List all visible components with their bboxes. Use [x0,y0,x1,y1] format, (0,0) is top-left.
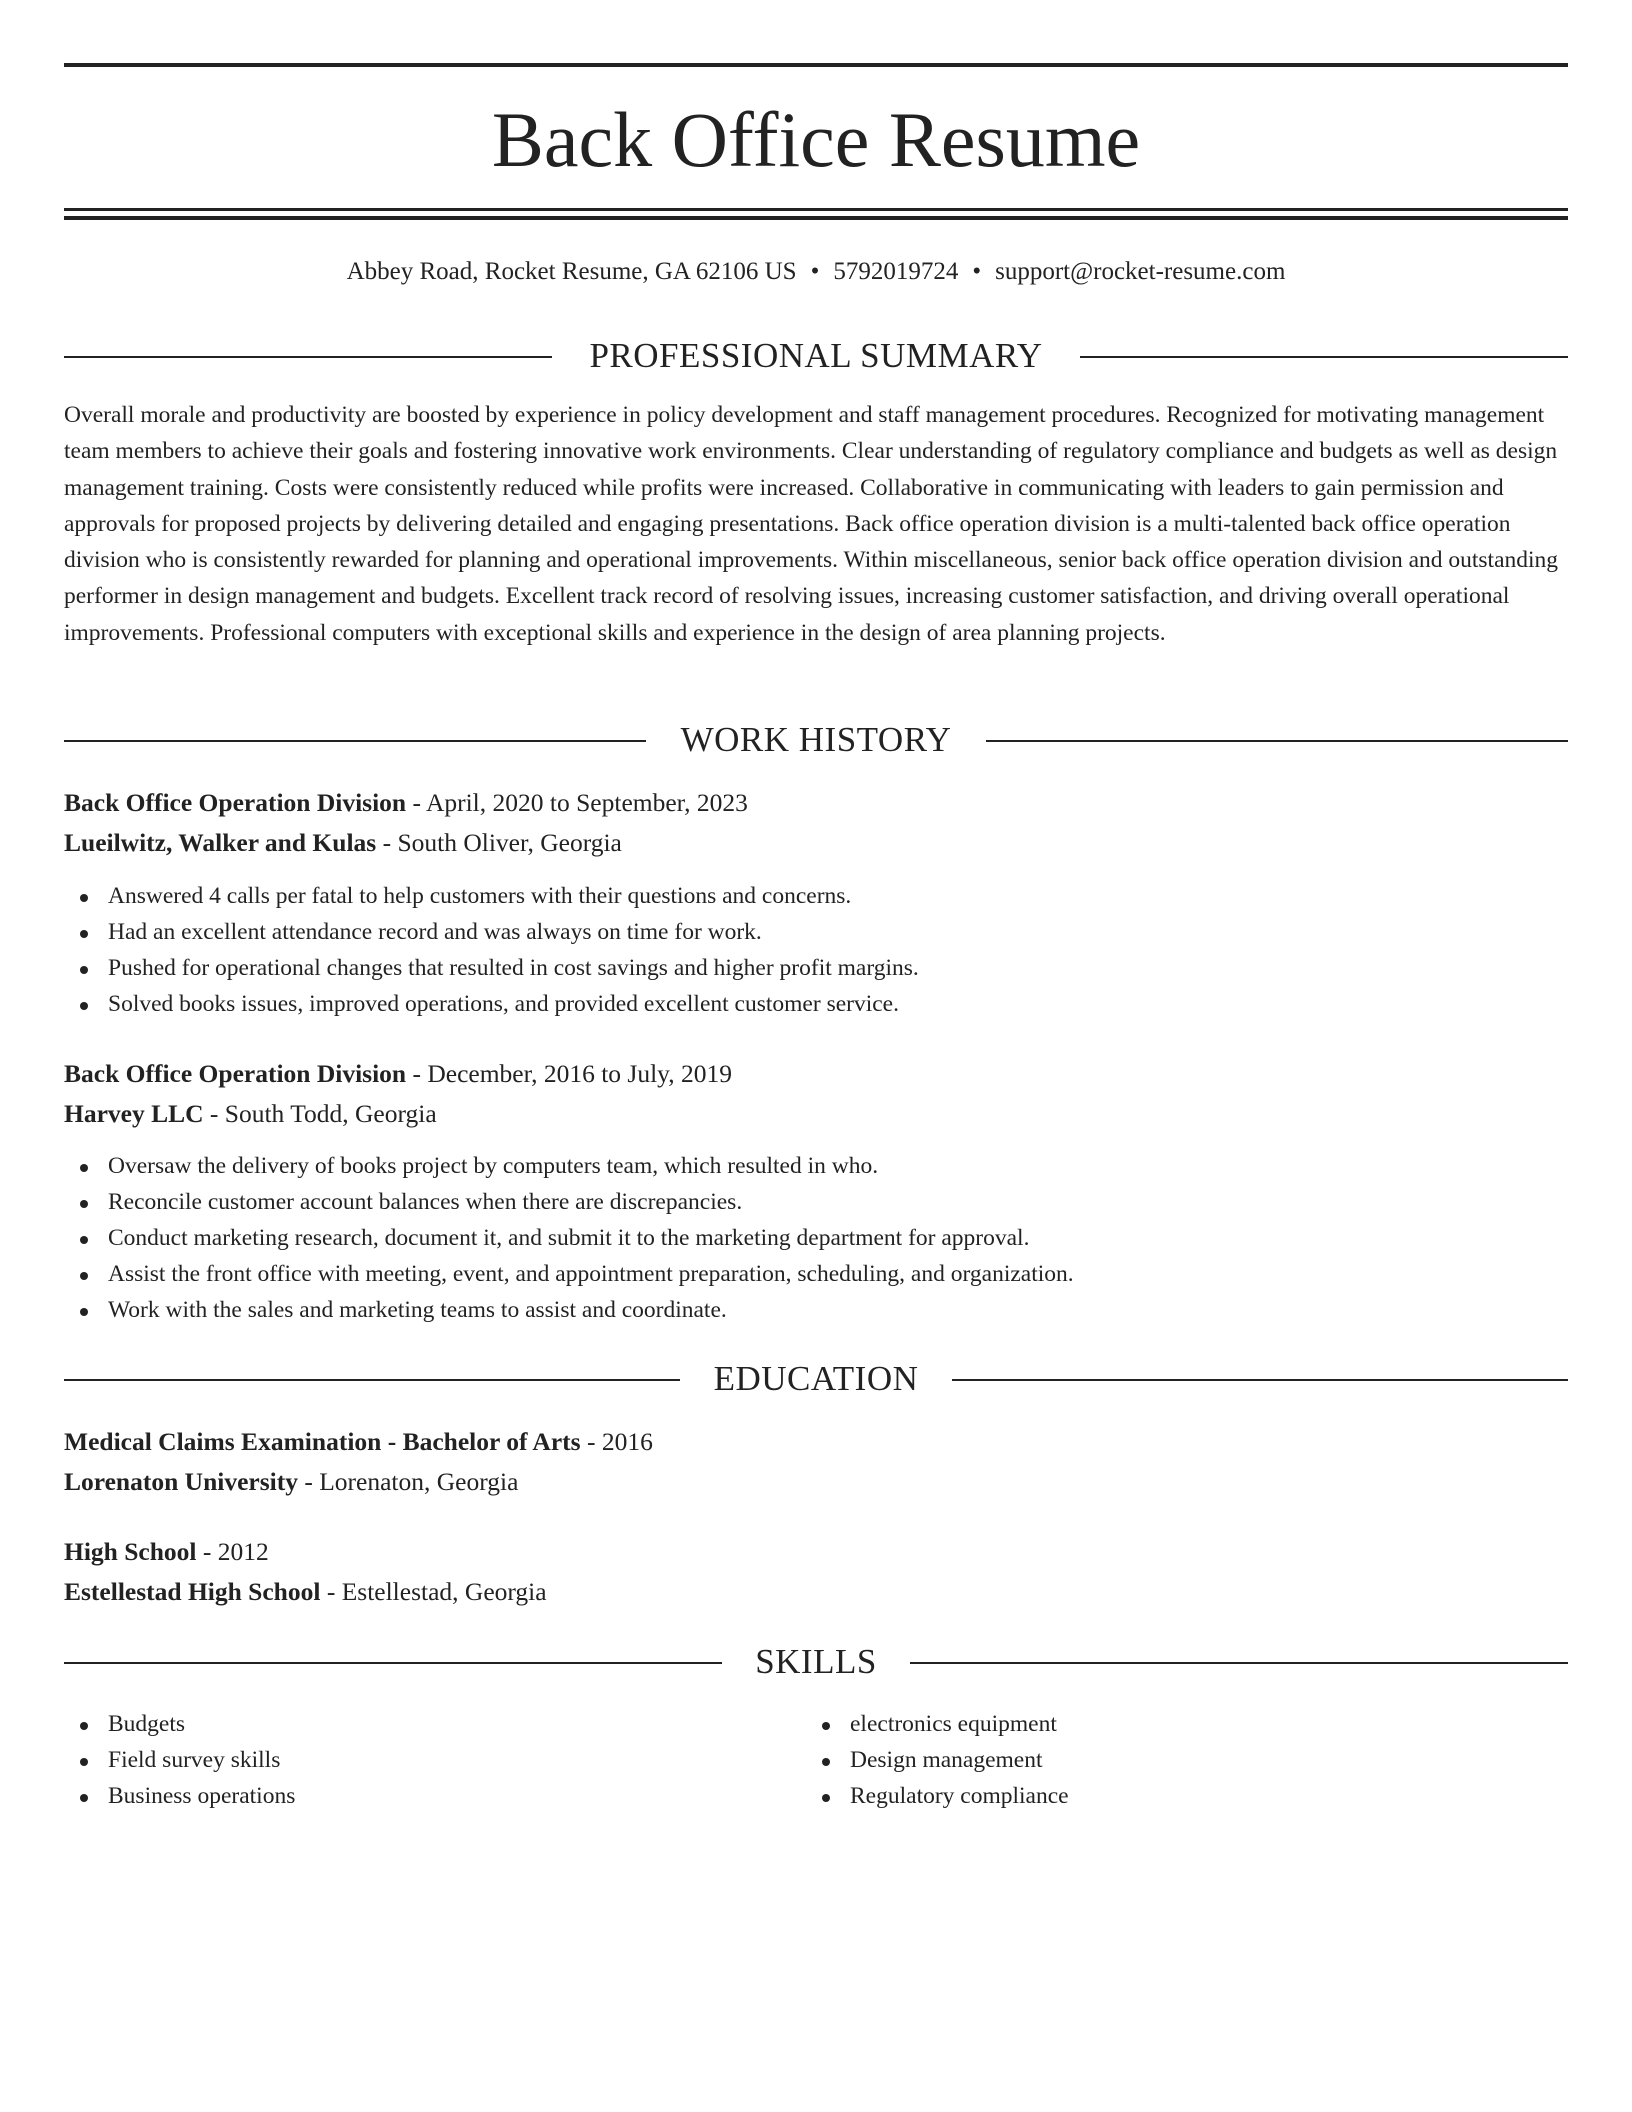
job-company-line [64,826,622,860]
job-title-line [64,1057,732,1091]
school-line [64,1575,547,1609]
skills-list-left [64,1706,295,1814]
degree-year: - 2012 [196,1537,269,1566]
list-item: Solved books issues, improved operations, and provided excellent customer service. [64,986,919,1022]
job-dates: - April, 2020 to September, 2023 [406,788,748,817]
skill-item: Field survey skills [64,1742,295,1778]
skill-item: Business operations [64,1778,295,1814]
list-item: Had an excellent attendance record and was always on time for work. [64,914,919,950]
degree-title: High School [64,1537,197,1566]
job-company-line [64,1097,437,1131]
school-name: Estellestad High School [64,1577,321,1606]
section-title: WORK HISTORY [680,720,952,759]
section-heading-work-history [64,718,1568,762]
section-title: PROFESSIONAL SUMMARY [589,336,1043,375]
top-rule [64,63,1568,67]
job-location: - South Todd, Georgia [203,1099,437,1128]
degree-line [64,1535,269,1569]
school-line [64,1465,518,1499]
list-item: Oversaw the delivery of books project by computers team, which resulted in who. [64,1148,1074,1184]
job-dates: - December, 2016 to July, 2019 [406,1059,733,1088]
contact-phone: 5792019724 [833,258,959,285]
contact-email: support@rocket-resume.com [995,258,1286,285]
list-item: Pushed for operational changes that resulted in cost savings and higher profit margins. [64,950,919,986]
summary-paragraph: Overall morale and productivity are boosted by experience in policy development and staff management procedures. Recognized for motivating management team members to achieve their goals and fostering innovative work environments. Clear understanding of regulatory compliance and budgets as well as design management training. Costs were consistently reduced while profits were increased. Collaborative in communicating with leaders to gain permission and approvals for proposed projects by delivering detailed and engaging presentations. Back office operation division is a multi-talented back office operation division who is consistently rewarded for planning and operational improvements. Within miscellaneous, senior back office operation division and outstanding performer in design management and budgets. Excellent track record of resolving issues, increasing customer satisfaction, and driving overall operational improvements. Professional computers with exceptional skills and experience in the design of area planning projects. [64,402,1559,646]
resume-title: Back Office Resume [491,96,1141,183]
list-item: Reconcile customer account balances when there are discrepancies. [64,1184,1074,1220]
section-title: EDUCATION [713,1359,919,1398]
title-double-rule [64,208,1568,220]
skill-item: Design management [806,1742,1069,1778]
contact-separator: • [810,258,820,285]
job-company: Lueilwitz, Walker and Kulas [64,828,377,857]
list-item: Work with the sales and marketing teams to assist and coordinate. [64,1292,1074,1328]
section-heading-education [64,1357,1568,1401]
job-location: - South Oliver, Georgia [376,828,622,857]
contact-address: Abbey Road, Rocket Resume, GA 62106 US [346,258,797,285]
contact-separator: • [972,258,982,285]
list-item: Answered 4 calls per fatal to help customers with their questions and concerns. [64,878,919,914]
school-name: Lorenaton University [64,1467,298,1496]
skill-item: Budgets [64,1706,295,1742]
school-location: - Lorenaton, Georgia [297,1467,519,1496]
job-bullet-list [64,878,919,1022]
section-title: SKILLS [755,1642,877,1681]
degree-year: - 2016 [580,1427,653,1456]
list-item: Assist the front office with meeting, event, and appointment preparation, scheduling, and organization. [64,1256,1074,1292]
contact-line [64,255,1568,289]
school-location: - Estellestad, Georgia [320,1577,547,1606]
section-heading-summary [64,334,1568,378]
job-title-line [64,786,748,820]
section-heading-skills [64,1640,1568,1684]
job-bullet-list [64,1148,1074,1328]
skill-item: Regulatory compliance [806,1778,1069,1814]
skills-list-right [806,1706,1069,1814]
job-title: Back Office Operation Division [64,1059,407,1088]
list-item: Conduct marketing research, document it, and submit it to the marketing department for approval. [64,1220,1074,1256]
job-company: Harvey LLC [64,1099,204,1128]
degree-title: Medical Claims Examination - Bachelor of Arts [64,1427,581,1456]
skill-item: electronics equipment [806,1706,1069,1742]
degree-line [64,1425,653,1459]
job-title: Back Office Operation Division [64,788,407,817]
